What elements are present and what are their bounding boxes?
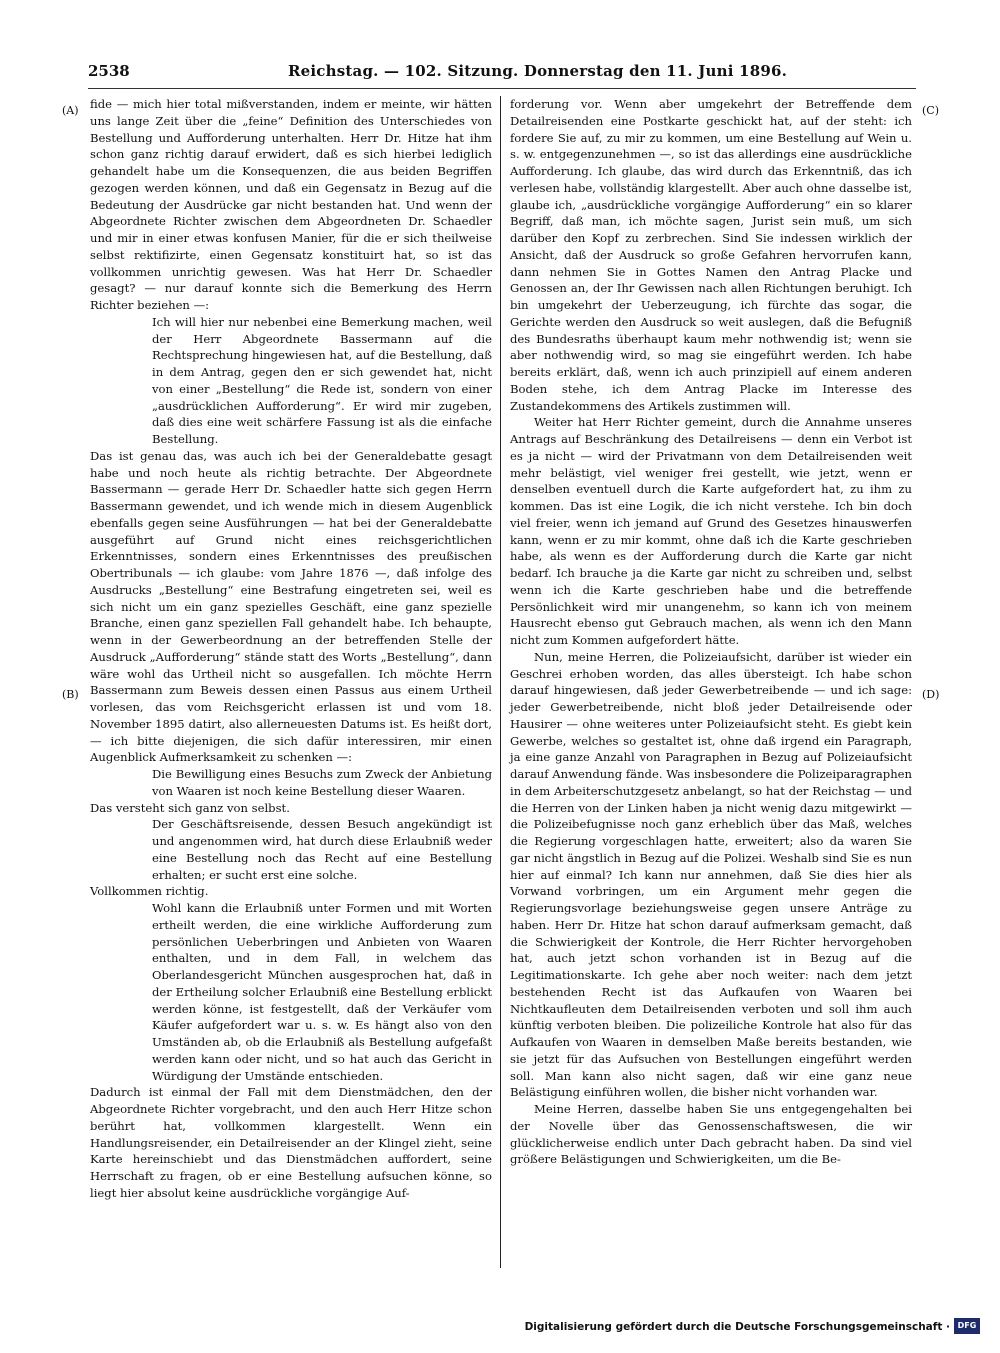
left-column	[90, 96, 492, 1202]
paragraph: Das ist genau das, was auch ich bei der Generaldebatte gesagt habe und noch heute als richtig betrachte. Der Abgeordnete Bassermann — gerade Herr Dr. Schaedler hatte sich gegen Herrn Bassermann gewendet, und ich wende mich in diesem Augenblick ebenfalls gegen seine Ausführungen — hat bei der Generaldebatte ausgeführt auf Grund nicht eines reichsgerichtlichen Erkenntnisses, sondern eines Erkenntnisses des preußischen Obertribunals — ich glaube: vom Jahre 1876 —, daß infolge des Ausdrucks „Bestellung“ eine Bestrafung eingetreten sei, weil es sich nicht um ein ganz spezielles Geschäft, eine ganz spezielle Branche, einen ganz speziellen Fall gehandelt habe. Ich behaupte, wenn in der Gewerbeordnung an der betreffenden Stelle der Ausdruck „Aufforderung“ stände statt des Worts „Bestellung“, dann wäre wohl das Urtheil nicht so ausgefallen. Ich möchte Herrn Bassermann zum Beweis dessen einen Passus aus einem Urtheil vorlesen, das vom Reichsgericht erlassen ist und vom 18. November 1895 datirt, also allerneuesten Datums ist. Es heißt dort, — ich bitte diejenigen, die sich dafür interessiren, mir einen Augenblick Aufmerksamkeit zu schenken —:	[90, 448, 492, 765]
quoted-paragraph: Der Geschäftsreisende, dessen Besuch angekündigt ist und angenommen wird, hat durch diese Erlaubniß weder eine Bestellung noch das Recht auf eine Bestellung erhalten; er sucht erst eine solche.	[152, 817, 492, 882]
margin-mark-a: (A)	[62, 104, 79, 117]
margin-mark-c: (C)	[922, 104, 939, 117]
paragraph: fide — mich hier total mißverstanden, indem er meinte, wir hätten uns lange Zeit über die „feine“ Definition des Unterschiedes von Bestellung und Aufforderung unterhalten. Herr Dr. Hitze hat ihm schon ganz richtig darauf erwidert, daß es sich hierbei lediglich gehandelt habe um die Konsequenzen, die aus beiden Begriffen gezogen werden können, und daß ein Gegensatz in Bezug auf die Bedeutung der Ausdrücke gar nicht bestanden hat. Und wenn der Abgeordnete Richter zwischen dem Abgeordneten Dr. Schaedler und mir in einer etwas konfusen Manier, für die er sich theilweise selbst rektifizirte, einen Gegensatz konstituirt hat, so ist das vollkommen unrichtig gewesen. Was hat Herr Dr. Schaedler gesagt? — nur darauf konnte sich die Bemerkung des Herrn Richter beziehen —:	[90, 97, 492, 312]
dfg-logo: DFG	[954, 1318, 980, 1334]
paragraph: Nun, meine Herren, die Polizeiaufsicht, darüber ist wieder ein Geschrei erhoben worden, das alles übersteigt. Ich habe schon darauf hingewiesen, daß jeder Gewerbetreibende — und ich sage: jeder Gewerbetreibende, nicht bloß jeder Detailreisende oder Hausirer — ohne weiteres unter Polizeiaufsicht steht. Es giebt kein Gewerbe, welches so gestaltet ist, ohne daß irgend ein Paragraph, ja eine ganze Anzahl von Paragraphen in Bezug auf Polizeiaufsicht darauf Anwendung fände. Was insbesondere die Polizeiparagraphen in dem Arbeiterschutzgesetz anbelangt, so hat der Reichstag — und die Herren von der Linken haben ja nicht wenig dazu mitgewirkt — die Polizeibefugnisse noch ganz erheblich über das Maß, welches die Regierung vorgeschlagen hatte, erweitert; also da waren Sie gar nicht ängstlich in Bezug auf die Polizei. Weshalb sind Sie es nun hier auf einmal? Ich kann nur annehmen, daß Sie dies hier als Vorwand vorbringen, um ein Argument mehr gegen die Regierungsvorlage beziehungsweise gegen unsere Anträge zu haben. Herr Dr. Hitze hat schon darauf aufmerksam gemacht, daß die Schwierigkeit der Kontrole, die Herr Richter hervorgehoben hat, auch jetzt schon vorhanden ist in Bezug auf die Legitimationskarte. Ich gehe aber noch weiter: nach dem jetzt bestehenden Recht ist das Aufkaufen von Waaren bei Nichtkaufleuten dem Detailreisenden verboten und soll ihm auch künftig verboten bleiben. Die polizeiliche Kontrole hat also für das Aufkaufen von Waaren in demselben Maße bereits bestanden, wie sie jetzt für das Aufsuchen von Bestellungen eingeführt werden soll. Man kann also nicht sagen, daß wir eine ganz neue Belästigung einführen wollen, die bisher nicht vorhanden war.	[510, 649, 912, 1100]
page-number: 2538	[88, 62, 130, 80]
quoted-paragraph: Ich will hier nur nebenbei eine Bemerkung machen, weil der Herr Abgeordnete Bassermann auf die Rechtsprechung hingewiesen hat, auf die Bestellung, daß in dem Antrag, gegen den er sich gewendet hat, nicht von einer „Bestellung“ die Rede ist, sondern von einer „ausdrücklichen Aufforderung“. Er wird mir zugeben, daß dies eine weit schärfere Fassung ist als die einfache Bestellung.	[152, 314, 492, 446]
right-column	[510, 96, 912, 1168]
paragraph: Vollkommen richtig.	[90, 884, 209, 899]
footer	[524, 1318, 980, 1338]
page-header	[88, 62, 914, 84]
quoted-paragraph: Wohl kann die Erlaubniß unter Formen und mit Worten ertheilt werden, die eine wirkliche Aufforderung zum persönlichen Ueberbringen und Anbieten von Waaren enthalten, und in dem Fall, in welchem das Oberlandesgericht München ausgesprochen hat, daß in der Ertheilung solcher Erlaubniß eine Bestellung erblickt werden könne, ist festgestellt, daß der Verkäufer vom Käufer aufgefordert war u. s. w. Es hängt also von den Umständen ab, ob die Erlaubniß als Bestellung aufgefaßt werden kann oder nicht, und so hat auch das Gericht in Würdigung der Umstände entschieden.	[152, 901, 492, 1083]
paragraph: Dadurch ist einmal der Fall mit dem Dienstmädchen, den der Abgeordnete Richter vorgebracht, und den auch Herr Hitze schon berührt hat, vollkommen klargestellt. Wenn ein Handlungsreisender, ein Detailreisender an der Klingel zieht, seine Karte hereinschiebt und das Dienstmädchen auffordert, seine Herrschaft zu fragen, ob er eine Bestellung aufsuchen könne, so liegt hier absolut keine ausdrückliche vorgängige Auf-	[90, 1085, 492, 1200]
paragraph: Das versteht sich ganz von selbst.	[90, 800, 290, 815]
funding-credit: Digitalisierung gefördert durch die Deutsche Forschungsgemeinschaft ·	[524, 1321, 950, 1333]
running-title: Reichstag. — 102. Sitzung. Donnerstag den 11. Juni 1896.	[288, 62, 788, 80]
column-divider	[500, 96, 501, 1268]
paragraph: Weiter hat Herr Richter gemeint, durch die Annahme unseres Antrags auf Beschränkung des Detailreisens — denn ein Verbot ist es ja nicht — wird der Privatmann von dem Detailreisenden weit mehr belästigt, viel weniger frei gestellt, wie jetzt, wenn er denselben eventuell durch die Karte aufgefordert hat, zu ihm zu kommen. Das ist eine Logik, die ich nicht verstehe. Ich bin doch viel freier, wenn ich jemand auf Grund des Gesetzes hinauswerfen kann, wenn er zu mir kommt, ohne daß ich die Karte geschrieben habe, als wenn es der Aufforderung durch die Karte gar nicht bedarf. Ich brauche ja die Karte gar nicht zu schreiben und, selbst wenn ich die Karte geschrieben habe und die betreffende Persönlichkeit wird mir unangenehm, so kann ich von meinem Hausrecht ebenso gut Gebrauch machen, als wenn ich den Mann nicht zum Kommen aufgefordert hätte.	[510, 415, 912, 647]
margin-mark-d: (D)	[922, 688, 940, 701]
paragraph: forderung vor. Wenn aber umgekehrt der Betreffende dem Detailreisenden eine Postkarte geschickt hat, auf der steht: ich fordere Sie auf, zu mir zu kommen, um eine Bestellung auf Wein u. s. w. entgegenzunehmen —, so ist das allerdings eine ausdrückliche Aufforderung. Ich glaube, das wird durch das Erkenntniß, das ich verlesen habe, vollständig klargestellt. Aber auch ohne dasselbe ist, glaube ich, „ausdrückliche vorgängige Aufforderung“ ein so klarer Begriff, daß man, ich möchte sagen, Jurist sein muß, um sich darüber den Kopf zu zerbrechen. Sind Sie indessen wirklich der Ansicht, daß der Ausdruck so große Gefahren hervorrufen kann, dann nehmen Sie in Gottes Namen den Antrag Placke und Genossen an, der Ihr Gewissen nach allen Richtungen beruhigt. Ich bin umgekehrt der Ueberzeugung, ich fürchte das sogar, die Gerichte werden den Ausdruck so weit auslegen, daß die Befugniß des Bundesraths überhaupt kaum mehr nothwendig ist; wenn sie aber nothwendig wird, so mag sie eingeführt werden. Ich habe bereits erklärt, daß, wenn ich auch prinzipiell auf einem anderen Boden stehe, ich dem Antrag Placke im Interesse des Zustandekommens des Artikels zustimmen will.	[510, 97, 912, 413]
quoted-paragraph: Die Bewilligung eines Besuchs zum Zweck der Anbietung von Waaren ist noch keine Bestellung dieser Waaren.	[152, 767, 492, 798]
header-rule	[88, 88, 916, 89]
paragraph: Meine Herren, dasselbe haben Sie uns entgegengehalten bei der Novelle über das Genossenschaftswesen, die wir glücklicherweise endlich unter Dach gebracht haben. Da sind viel größere Belästigungen und Schwierigkeiten, um die Be-	[510, 1102, 912, 1167]
margin-mark-b: (B)	[62, 688, 79, 701]
